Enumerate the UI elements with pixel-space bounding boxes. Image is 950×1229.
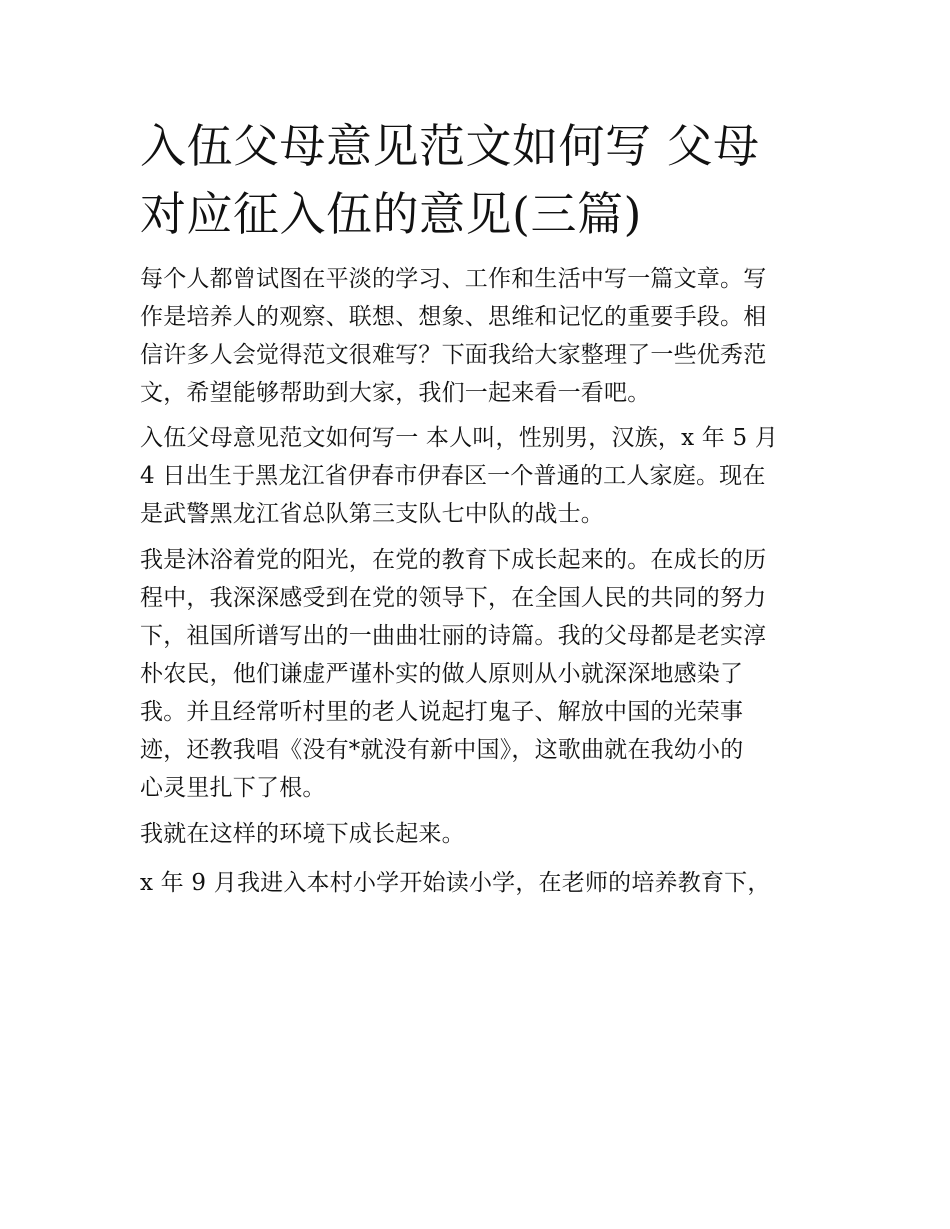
- text-line: 我就在这样的环境下成长起来。: [140, 821, 465, 847]
- title-line: 对应征入伍的意见(三篇): [140, 187, 642, 241]
- document-page: [140, 112, 812, 902]
- text-line: x 年 9 月我进入本村小学开始读小学，在老师的培养教育下，: [140, 870, 771, 896]
- text-line: 每个人都曾试图在平淡的学习、工作和生活中写一篇文章。写: [140, 266, 767, 292]
- paragraph-self-intro: [140, 419, 812, 533]
- text-line: 是武警黑龙江省总队第三支队七中队的战士。: [140, 501, 604, 527]
- paragraph-intro: [140, 260, 812, 412]
- paragraph-school: [140, 864, 812, 902]
- paragraph-environment: [140, 815, 812, 853]
- text-line: 我。并且经常听村里的老人说起打鬼子、解放中国的光荣事: [140, 699, 744, 725]
- title-line: 入伍父母意见范文如何写 父母: [140, 119, 760, 173]
- paragraph-growth: [140, 541, 812, 807]
- text-line: 迹，还教我唱《没有*就没有新中国》，这歌曲就在我幼小的: [140, 737, 744, 763]
- text-line: 入伍父母意见范文如何写一 本人叫，性别男，汉族，x 年 5 月: [140, 425, 779, 451]
- text-line: 4 日出生于黑龙江省伊春市伊春区一个普通的工人家庭。现在: [140, 463, 766, 489]
- text-line: 朴农民，他们谦虚严谨朴实的做人原则从小就深深地感染了: [140, 661, 744, 687]
- text-line: 我是沐浴着党的阳光，在党的教育下成长起来的。在成长的历: [140, 547, 767, 573]
- text-line: 文，希望能够帮助到大家，我们一起来看一看吧。: [140, 380, 651, 406]
- text-line: 心灵里扎下了根。: [140, 775, 326, 801]
- text-line: 程中，我深深感受到在党的领导下，在全国人民的共同的努力: [140, 585, 767, 611]
- text-line: 下，祖国所谱写出的一曲曲壮丽的诗篇。我的父母都是老实淳: [140, 623, 767, 649]
- text-line: 作是培养人的观察、联想、想象、思维和记忆的重要手段。相: [140, 304, 767, 330]
- document-title: [140, 112, 812, 248]
- text-line: 信许多人会觉得范文很难写？下面我给大家整理了一些优秀范: [140, 342, 767, 368]
